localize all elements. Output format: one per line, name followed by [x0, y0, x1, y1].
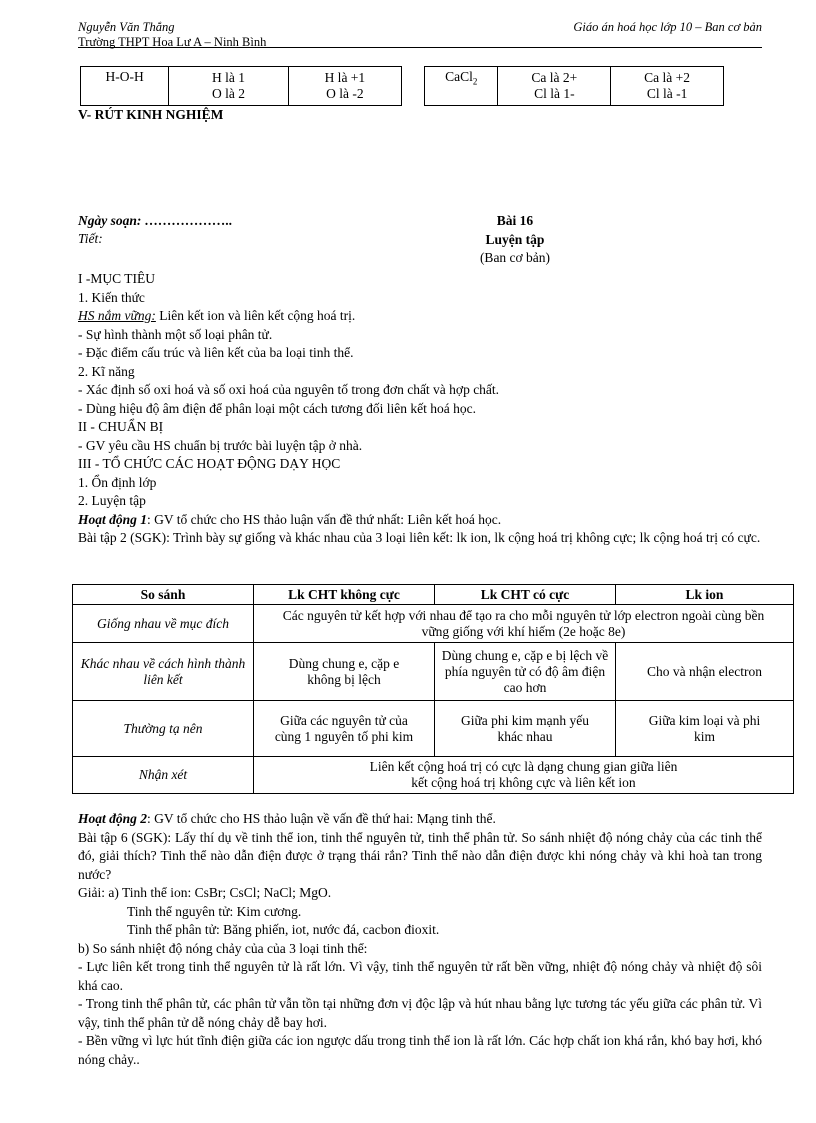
formula-cell: H-O-H [81, 67, 169, 106]
row-label: Thường tạ nên [73, 701, 254, 757]
table-cell: Giữa các nguyên tử của cùng 1 nguyên tố phi kim [254, 701, 435, 757]
paragraph: - Bền vững vì lực hút tĩnh điện giữa các ion ngược dấu trong tinh thể ion là rất lớn. Các hợp chất ion khá rắn, khó bay hơi, khó nóng chảy.. [78, 1033, 762, 1067]
merged-cell: Liên kết cộng hoá trị có cực là dạng chung gian giữa liên kết cộng hoá trị không cực và liên kết ion [254, 757, 794, 794]
table-row [73, 701, 794, 757]
table-row [73, 757, 794, 794]
formula-main: CaCl [445, 69, 473, 84]
paragraph: - Lực liên kết trong tinh thể nguyên tử là rất lớn. Vì vậy, tinh thể nguyên tử rất bền vững, nhiệt độ nóng chảy và nhiệt độ sôi khá cao. [78, 959, 762, 993]
merged-cell: Các nguyên tử kết hợp với nhau để tạo ra cho mỗi nguyên tử lớp electron ngoài cùng bền vững giống với khí hiếm (2e hoặc 8e) [254, 605, 794, 643]
oxidation-ca: Ca là +2 [644, 70, 691, 85]
heading-kien-thuc: 1. Kiến thức [78, 289, 145, 305]
lesson-title-block [440, 212, 590, 268]
valence-cell [169, 67, 288, 106]
bai-tap-6: Bài tập 6 (SGK): Lấy thí dụ về tinh thể ion, tinh thể nguyên tử, tinh thể phân tử. So sánh nhiệt độ nóng chảy của các tinh thể đó, giải thích? Tinh thể nào dẫn điện được ở trạng thái rắn? Tinh thể nào dẫn điện được khi nóng chảy và khi hoà tan trong nước? [78, 829, 762, 882]
ngay-soan: Ngày soạn: ……………….. [78, 213, 233, 228]
bullet-line: - Sự hình thành một số loại phân tử. [78, 326, 273, 342]
formula-cell [425, 67, 498, 106]
oxidation-cell [288, 67, 401, 106]
oxidation-cl: Cl là -1 [646, 86, 688, 101]
author-name: Nguyễn Văn Thắng [78, 20, 175, 34]
hs-nam-vung [78, 307, 762, 326]
table-cell: Cho và nhận electron [616, 643, 794, 701]
giai-nguyen-tu: Tinh thể nguyên tử: Kim cương. [127, 903, 302, 919]
charge-cl: Cl là 1- [534, 86, 575, 101]
table-row [73, 605, 794, 643]
oxidation-o: O là -2 [326, 86, 364, 101]
bullet-line: - Dùng hiệu độ âm điện để phân loại một cách tương đối liên kết hoá học. [78, 400, 476, 416]
hd1-text: : GV tổ chức cho HS thảo luận vấn đề thứ nhất: Liên kết hoá học. [147, 511, 502, 527]
table-cell: Giữa kim loại và phi kim [616, 701, 794, 757]
hd2-label: Hoạt động 2 [78, 811, 148, 826]
tiet: Tiết: [78, 231, 103, 246]
valence-h: H là 1 [212, 70, 246, 85]
bai-tap-2: Bài tập 2 (SGK): Trình bày sự giống và khác nhau của 3 loại liên kết: lk ion, lk cộng hoá trị không cực; lk cộng hoá trị có cực. [78, 530, 761, 545]
school-name: Trường THPT Hoa Lư A – Ninh Bình [78, 35, 267, 49]
comparison-table [72, 584, 794, 794]
table-cell: Giữa phi kim mạnh yếu khác nhau [435, 701, 616, 757]
lesson-title: Luyện tập [485, 231, 545, 247]
giai-b: b) So sánh nhiệt độ nóng chảy của của 3 loại tinh thể: [78, 940, 368, 956]
subject-title: Giáo án hoá học lớp 10 – Ban cơ bản [573, 20, 762, 34]
charge-cell [498, 67, 611, 106]
hoat-dong-1 [78, 511, 762, 530]
formula-table-water [80, 66, 402, 106]
oxidation-h: H là +1 [324, 70, 366, 85]
step-luyen-tap: 2. Luyện tập [78, 493, 146, 508]
header-divider [78, 47, 762, 48]
row-label: Nhận xét [73, 757, 254, 794]
lesson-body-part2 [78, 810, 762, 1069]
row-label: Khác nhau về cách hình thành liên kết [73, 643, 254, 701]
hd2-text: : GV tổ chức cho HS thảo luận về vấn đề thứ hai: Mạng tinh thể. [147, 811, 496, 826]
bullet-line: - Xác định số oxi hoá và số oxi hoá của nguyên tố trong đơn chất và hợp chất. [78, 382, 500, 397]
lesson-number: Bài 16 [496, 213, 534, 228]
column-header: Lk CHT không cực [254, 585, 435, 605]
bullet-line: - GV yêu cầu HS chuẩn bị trước bài luyện tập ở nhà. [78, 437, 363, 453]
table-header-row [73, 585, 794, 605]
heading-to-chuc: III - TỔ CHỨC CÁC HOẠT ĐỘNG DẠY HỌC [78, 456, 341, 471]
column-header: So sánh [73, 585, 254, 605]
charge-ca: Ca là 2+ [531, 70, 578, 85]
hs-text: Liên kết ion và liên kết cộng hoá trị. [155, 308, 356, 323]
hs-label: HS nắm vững: [78, 308, 156, 323]
section-rut-kinh-nghiem: V- RÚT KINH NGHIỆM [78, 107, 224, 122]
table-row [73, 643, 794, 701]
heading-chuan-bi: II - CHUẨN BỊ [78, 419, 164, 434]
hoat-dong-2 [78, 810, 762, 829]
paragraph: - Trong tinh thể phân tử, các phân tử vẫn tồn tại những đơn vị độc lập và hút nhau bằng lực tương tác yếu giữa các phân tử. Vì vậy, tinh thể phân tử dễ nóng chảy dễ bay hơi. [78, 996, 762, 1030]
heading-muc-tieu: I -MỤC TIÊU [78, 271, 155, 286]
giai-phan-tu: Tinh thể phân tử: Băng phiến, iot, nước đá, cacbon đioxit. [127, 922, 440, 937]
oxidation-cell [611, 67, 724, 106]
table-cell: Dùng chung e, cặp e bị lệch về phía nguyên tử có độ âm điện cao hơn [435, 643, 616, 701]
heading-ki-nang: 2. Kĩ năng [78, 363, 135, 379]
table-cell: Dùng chung e, cặp e không bị lệch [254, 643, 435, 701]
formula-table-cacl2 [424, 66, 724, 106]
bullet-line: - Đặc điểm cấu trúc và liên kết của ba loại tinh thể. [78, 345, 354, 360]
column-header: Lk CHT có cực [435, 585, 616, 605]
valence-o: O là 2 [212, 86, 246, 101]
lesson-subtitle: (Ban cơ bản) [479, 250, 551, 265]
lesson-body [78, 270, 762, 548]
giai-a: Giải: a) Tinh thể ion: CsBr; CsCl; NaCl; MgO. [78, 885, 332, 900]
column-header: Lk ion [616, 585, 794, 605]
formula-subscript: 2 [472, 76, 478, 87]
step-on-dinh: 1. Ổn định lớp [78, 474, 157, 490]
row-label: Giống nhau về mục đích [73, 605, 254, 643]
hd1-label: Hoạt động 1 [78, 511, 148, 527]
